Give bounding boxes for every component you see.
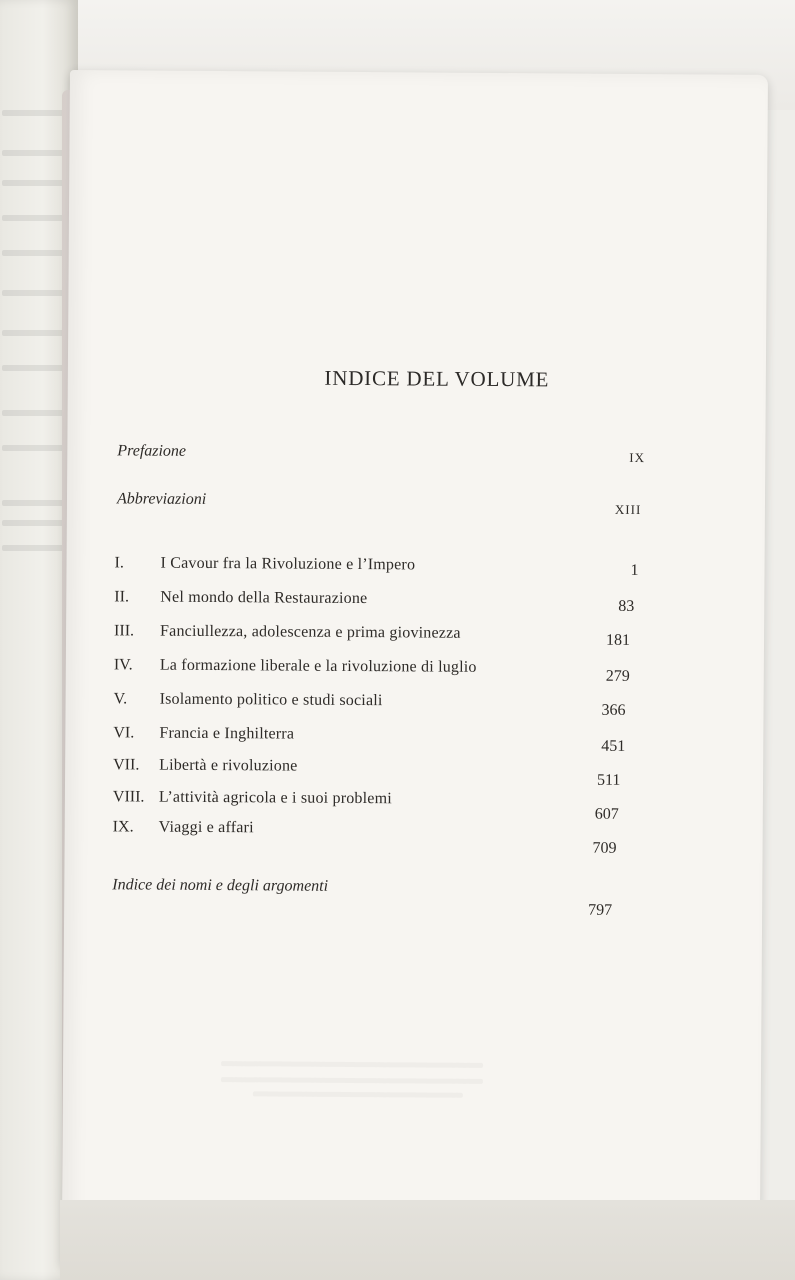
- chapter-page: 279: [605, 667, 630, 685]
- toc-page-prefazione: IX: [629, 449, 646, 466]
- toc-chapter-row: [113, 818, 254, 837]
- chapter-page: 1: [630, 561, 639, 579]
- chapter-numeral: V.: [113, 690, 128, 708]
- chapter-page: 366: [601, 701, 626, 719]
- chapter-page: 709: [592, 839, 617, 857]
- chapter-title: I Cavour fra la Rivoluzione e l’Impero: [160, 554, 416, 574]
- chapter-numeral: IX.: [112, 818, 134, 836]
- bleed-through-text: [253, 1091, 463, 1097]
- toc-entry-prefazione: Prefazione: [117, 442, 187, 460]
- chapter-page: 83: [618, 597, 635, 615]
- chapter-numeral: IV.: [113, 656, 133, 674]
- chapter-numeral: II.: [114, 588, 130, 606]
- toc-chapter-row: [114, 622, 461, 642]
- toc-chapter-row: [114, 690, 383, 710]
- toc-chapter-row: [114, 656, 477, 677]
- chapter-title: Isolamento politico e studi sociali: [159, 690, 383, 710]
- chapter-numeral: VII.: [113, 756, 140, 774]
- chapter-title: Fanciullezza, adolescenza e prima giovinezza: [160, 622, 461, 642]
- page-title: INDICE DEL VOLUME: [324, 365, 550, 392]
- chapter-page: 511: [596, 771, 621, 789]
- toc-entry-indice-nomi: Indice dei nomi e degli argomenti: [112, 876, 329, 895]
- chapter-numeral: VIII.: [112, 788, 145, 806]
- bleed-through-text: [221, 1077, 483, 1084]
- book-page: [62, 70, 768, 1270]
- toc-chapter-row: [114, 554, 415, 574]
- background-surface: [60, 1200, 795, 1280]
- toc-chapter-row: [114, 588, 367, 608]
- chapter-page: 181: [605, 631, 631, 649]
- chapter-title: L’attività agricola e i suoi problemi: [158, 788, 392, 808]
- toc-chapter-row: [113, 724, 294, 743]
- chapter-page: 607: [594, 805, 619, 823]
- toc-page-abbreviazioni: XIII: [614, 501, 642, 517]
- toc-page-indice-nomi: 797: [588, 901, 613, 919]
- bleed-through-text: [221, 1061, 483, 1068]
- chapter-title: Francia e Inghilterra: [159, 724, 295, 743]
- toc-entry-abbreviazioni: Abbreviazioni: [116, 490, 207, 508]
- chapter-numeral: VI.: [113, 724, 135, 742]
- chapter-title: Nel mondo della Restaurazione: [160, 588, 368, 608]
- chapter-title: Viaggi e affari: [158, 818, 254, 837]
- chapter-numeral: III.: [114, 622, 135, 640]
- chapter-title: La formazione liberale e la rivoluzione di luglio: [159, 656, 477, 676]
- toc-chapter-row: [113, 788, 392, 808]
- toc-chapter-row: [113, 756, 297, 775]
- chapter-title: Libertà e rivoluzione: [159, 756, 298, 775]
- chapter-page: 451: [601, 737, 626, 755]
- chapter-numeral: I.: [114, 554, 124, 572]
